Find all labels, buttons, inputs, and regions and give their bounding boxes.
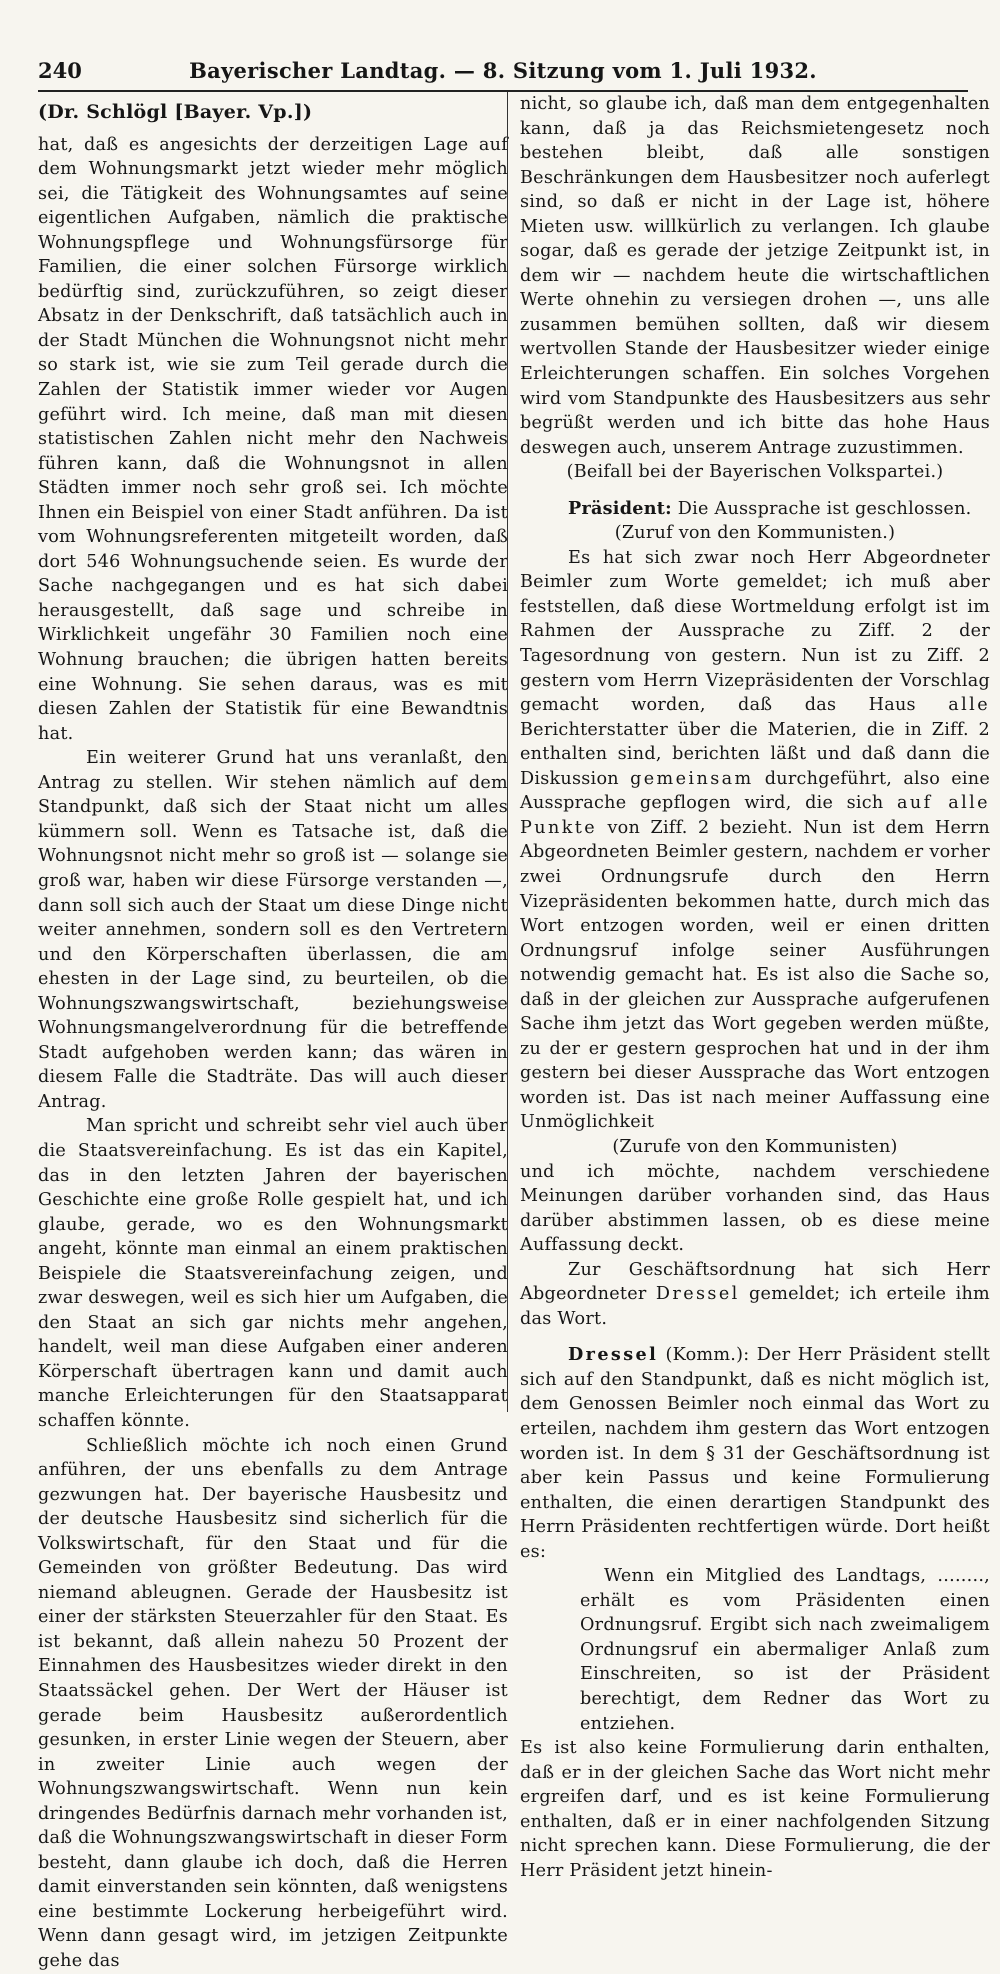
paragraph: Schließlich möchte ich noch einen Grund anführen, der uns ebenfalls zu dem Antrage gezwungen hat. Der bayerische Hausbesitz und der deutsche Hausbesitz sind sicherlich für die Volkswirtschaft, für den Staat und für die Gemeinden von größter Bedeutung. Das wird niemand ableugnen. Gerade der Hausbesitz ist einer der stärksten Steuerzahler für den Staat. Es ist bekannt, daß allein nahezu 50 Prozent der Einnahmen des Hausbesitzes wieder direkt in den Staatssäckel gehen. Der Wert der Häuser ist gerade beim Hausbesitz außerordentlich gesunken, in erster Linie wegen der Steuern, aber in zweiter Linie auch wegen der Wohnungszwangswirtschaft. Wenn nun kein dringendes Bedürfnis darnach mehr vorhanden ist, daß die Wohnungszwangswirtschaft in dieser Form besteht, dann glaube ich doch, daß die Herren damit einverstanden sein könnten, daß wenigstens eine bestimmte Lockerung herbeigeführt wird. Wenn dann gesagt wird, im jetzigen Zeitpunkte gehe das (38, 1435, 508, 1972)
quoted-rule: Wenn ein Mitglied des Landtags, ........, erhält es vom Präsidenten einen Ordnungsruf. Ergibt sich nach zweimaligem Ordnungsruf ein abermaliger Anlaß zum Einschreiten, so ist der Präsident berechtigt, dem Redner das Wort zu entziehen. (580, 1566, 990, 1734)
running-title: Bayerischer Landtag. — 8. Sitzung vom 1. Juli 1932. (189, 58, 817, 83)
emphasized-text: auf alle Punkte (520, 793, 990, 838)
applause-note: (Beifall bei der Bayerischen Volkspartei.) (566, 462, 944, 483)
dressel-text: Der Herr Präsident stellt sich auf den Standpunkt, daß es nicht möglich ist, dem Genossen Beimler noch einmal das Wort zu erteilen, nachdem ihm gestern das Wort entzogen worden ist. In dem § 31 der Geschäftsordnung ist aber kein Passus und keine Formulierung enthalten, die einen derartigen Standpunkt des Herrn Präsidenten rechtfertigen würde. Dort heißt es: (520, 1345, 991, 1562)
paragraph: hat, daß es angesichts der derzeitigen Lage auf dem Wohnungsmarkt jetzt wieder mehr möglich sei, die Tätigkeit des Wohnungsamtes auf seine eigentlichen Aufgaben, nämlich die praktische Wohnungspflege und Wohnungsfürsorge für Familien, die einer solchen Fürsorge wirklich bedürftig sind, zurückzuführen, so zeigt dieser Absatz in der Denkschrift, daß tatsächlich auch in der Stadt München die Wohnungsnot nicht mehr so stark ist, wie sie zum Teil gerade durch die Zahlen der Statistik immer wieder vor Augen geführt wird. Ich meine, daß man mit diesen statistischen Zahlen nicht mehr den Nachweis führen kann, daß die Wohnungsnot in allen Städten immer noch sehr groß sei. Ich möchte Ihnen ein Beispiel von einer Stadt anführen. Da ist vom Wohnungsreferenten mitgeteilt worden, daß dort 546 Wohnungsuchende seien. Es wurde der Sache nachgegangen und es hat sich dabei herausgestellt, daß sage und schreibe in Wirklichkeit ungefähr 30 Familien noch eine Wohnung brauchen; die übrigen hatten bereits eine Wohnung. Sie sehen daraus, was es mit diesen Zahlen der Statistik für eine Bewandtnis hat. (38, 134, 508, 744)
paragraph (520, 546, 990, 1135)
paragraph: nicht, so glaube ich, daß man dem entgegenhalten kann, daß ja das Reichsmietengesetz noch bestehen bleibt, daß alle sonstigen Beschränkungen dem Hausbesitzer noch auferlegt sind, so daß er nicht in der Lage ist, höhere Mieten usw. willkürlich zu verlangen. Ich glaube sogar, daß es gerade der jetzige Zeitpunkt ist, in dem wir — nachdem heute die wirtschaftlichen Werte ohnehin zu versiegen drohen —, uns alle zusammen bemühen sollten, daß wir diesem wertvollen Stande der Hausbesitzer wieder einige Erleichterungen schaffen. Ein solches Vorgehen wird vom Standpunkte des Hausbesitzers aus sehr begrüßt werden und ich bitte das hohe Haus deswegen auch, unserem Antrage zuzustimmen. (520, 94, 990, 458)
emphasized-text: gemeinsam (630, 768, 754, 789)
paragraph (520, 1258, 990, 1332)
president-statement (520, 497, 990, 522)
speaker-label-dressel: Dressel (568, 1344, 659, 1366)
page-number: 240 (38, 58, 82, 83)
right-column (507, 92, 991, 1881)
emphasized-text: Dressel (655, 1284, 740, 1305)
text-run: gemeldet; ich erteile ihm das Wort. (520, 1284, 990, 1329)
text-run: durchgeführt, also eine Aussprache gepflogen wird, die sich (520, 768, 991, 814)
page-header (38, 54, 968, 92)
speaker-party: (Komm.): (665, 1345, 750, 1366)
speaker-label-president: Präsident: (568, 497, 672, 519)
dressel-statement (520, 1343, 990, 1564)
president-text: Die Aussprache ist geschlossen. (677, 498, 972, 519)
emphasized-text: alle (948, 695, 991, 716)
text-run: Zur Geschäftsordnung hat sich Herr Abgeordneter (520, 1259, 990, 1305)
speaker-heading: (Dr. Schlögl [Bayer. Vp.]) (38, 101, 313, 123)
paragraph: Ein weiterer Grund hat uns veranlaßt, den Antrag zu stellen. Wir stehen nämlich auf dem Standpunkt, daß sich der Staat nicht um alles kümmern soll. Wenn es Tatsache ist, daß die Wohnungsnot nicht mehr so groß ist — solange sie groß war, haben wir diese Fürsorge verstanden —, dann soll sich auch der Staat um diese Dinge nicht weiter annehmen, sondern soll es den Vertretern und den Körperschaften überlassen, die am ehesten in der Lage sind, zu beurteilen, ob die Wohnungszwangswirtschaft, beziehungsweise Wohnungsmangelverordnung für die betreffende Stadt aufgehoben werden kann; das wären in diesem Falle die Stadträte. Das will auch dieser Antrag. (38, 748, 508, 1112)
interjection: (Zuruf von den Kommunisten.) (614, 523, 896, 544)
text-run: Es hat sich zwar noch Herr Abgeordneter Beimler zum Worte gemeldet; ich muß aber feststellen, daß diese Wortmeldung erfolgt ist im Rahmen der Aussprache zu Ziff. 2 der Tagesordnung von gestern. Nun ist zu Ziff. 2 gestern vom Herrn Vizepräsidenten der Vorschlag gemacht worden, daß das Haus (520, 547, 990, 716)
paragraph: Es ist also keine Formulierung darin enthalten, daß er in der gleichen Sache das Wort nicht mehr ergreifen darf, und es ist keine Formulierung enthalten, daß er in einer nachfolgenden Sitzung nicht sprechen kann. Diese Formulierung, die der Herr Präsident jetzt hinein- (520, 1738, 990, 1881)
paragraph: und ich möchte, nachdem verschiedene Meinungen darüber vorhanden sind, das Haus darüber abstimmen lassen, ob es diese meine Auffassung deckt. (520, 1161, 990, 1256)
left-column (38, 100, 508, 1972)
interjection: (Zurufe von den Kommunisten) (612, 1136, 898, 1157)
text-run: Berichterstatter über die Materien, die in Ziff. 2 enthalten sind, berichten läßt und daß dann die Diskussion (520, 719, 990, 789)
paragraph: Man spricht und schreibt sehr viel auch über die Staatsvereinfachung. Es ist das ein Kapitel, das in den letzten Jahren der bayerischen Geschichte eine große Rolle gespielt hat, und ich glaube, gerade, wo es den Wohnungsmarkt angeht, könnte man einmal an einem praktischen Beispiele die Staatsvereinfachung zeigen, und zwar deswegen, weil es sich hier um Aufgaben, die den Staat an sich gar nichts mehr angehen, handelt, weil man diese Aufgaben einer anderen Körperschaft übertragen kann und damit auch manche Erleichterungen für den Staatsapparat schaffen könnte. (38, 1116, 508, 1431)
text-run: von Ziff. 2 bezieht. Nun ist dem Herrn Abgeordneten Beimler gestern, nachdem er vorher zwei Ordnungsrufe durch den Herrn Vizepräsidenten bekommen hatte, durch mich das Wort entzogen worden, weil er einen dritten Ordnungsruf infolge seiner Ausführungen notwendig gemacht hat. Es ist also die Sache so, daß in der gleichen zur Aussprache aufgerufenen Sache ihm jetzt das Wort gegeben werden müßte, zu der er gestern gesprochen hat und in der ihm gestern bei dieser Aussprache das Wort entzogen worden ist. Das ist nach meiner Auffassung eine Unmöglichkeit (520, 817, 991, 1133)
